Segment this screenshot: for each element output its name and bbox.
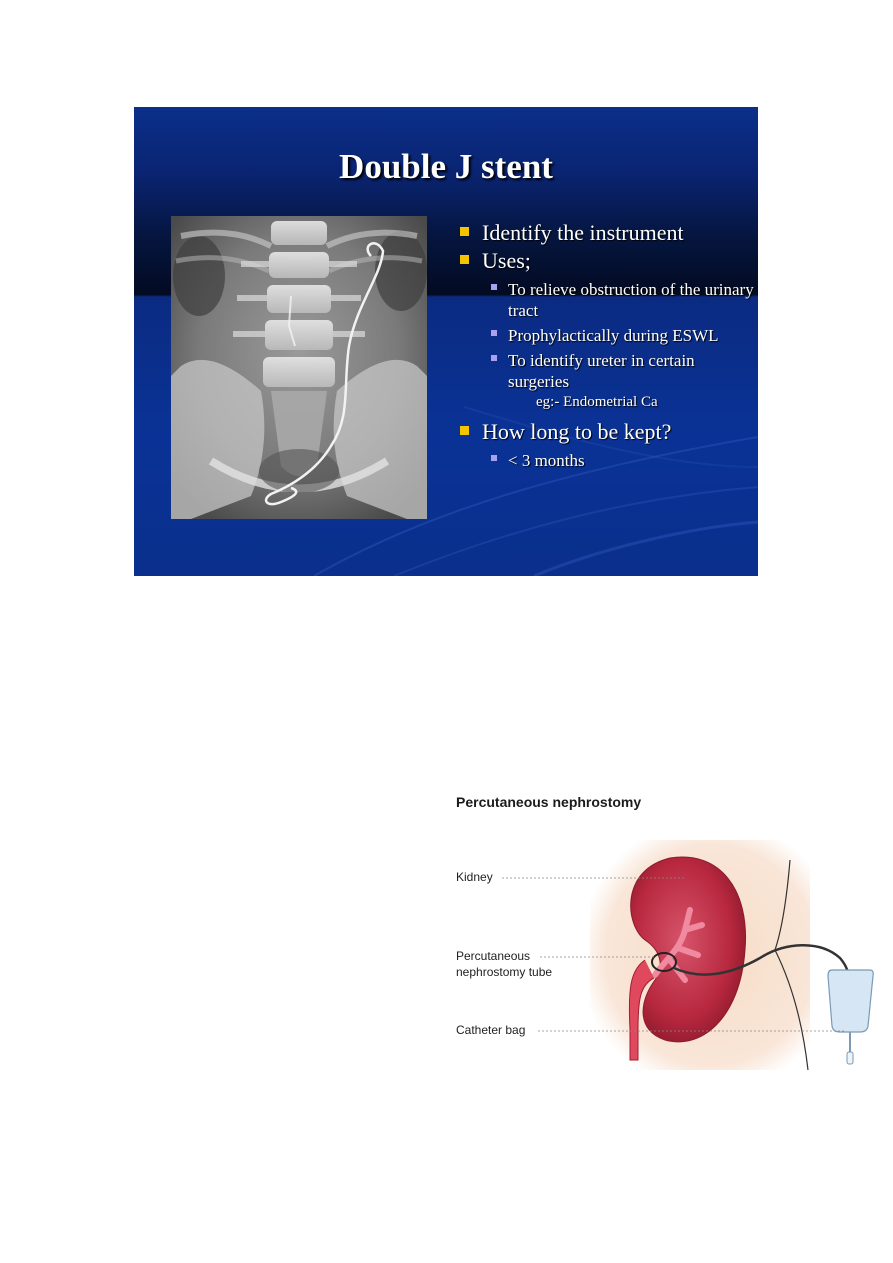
label-catheter-bag: Catheter bag: [456, 1023, 526, 1037]
sub-bullet-relieve-obstruction: To relieve obstruction of the urinary tract: [458, 279, 758, 321]
sub-bullet-square-icon: [491, 455, 497, 461]
presentation-slide: [134, 107, 758, 576]
bullet-how-long: How long to be kept?: [458, 418, 758, 446]
label-tube-line1: Percutaneous: [456, 949, 531, 963]
sub-bullet-eswl: Prophylactically during ESWL: [458, 325, 758, 346]
example-note: eg:- Endometrial Ca: [536, 394, 658, 410]
sub-bullet-duration: < 3 months: [458, 450, 758, 471]
sub-bullet-square-icon: [491, 355, 497, 361]
bullet-uses: Uses;: [458, 247, 758, 275]
xray-image: [171, 216, 427, 519]
bullet-identify: Identify the instrument: [458, 219, 758, 247]
bullet-square-icon: [460, 227, 469, 236]
bullet-square-icon: [460, 255, 469, 264]
slide-bullet-list: [458, 219, 758, 471]
nephrostomy-diagram: [440, 830, 880, 1080]
bullet-square-icon: [460, 426, 469, 435]
label-kidney: Kidney: [456, 870, 493, 884]
sub-bullet-square-icon: [491, 330, 497, 336]
sub-bullet-square-icon: [491, 284, 497, 290]
slide-title: Double J stent: [339, 147, 553, 186]
label-tube-line2: nephrostomy tube: [456, 965, 553, 979]
sub-bullet-identify-ureter: To identify ureter in certain surgeries: [458, 350, 758, 392]
figure-title: Percutaneous nephrostomy: [456, 794, 642, 810]
